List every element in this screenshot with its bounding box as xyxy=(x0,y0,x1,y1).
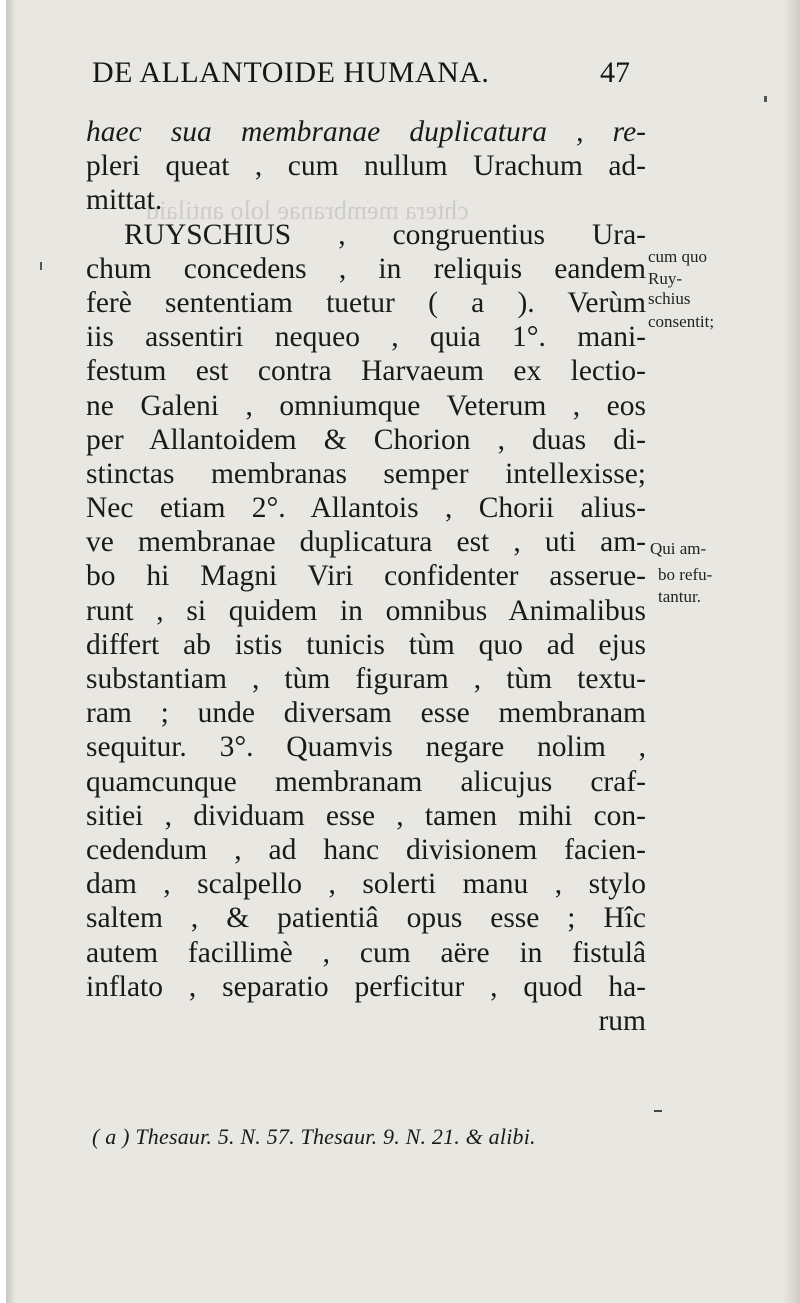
catchword: rum xyxy=(598,1004,646,1037)
show-through: chtera membranae lolo antilaid xyxy=(146,196,469,225)
marginal-note-line: consentit; xyxy=(648,312,715,331)
text-line: ne Galeni , omniumque Veterum , eos xyxy=(86,389,646,422)
text-line: RUYSCHIUS , congruentius Ura- xyxy=(124,218,646,251)
text-line: dam , scalpello , solerti manu , stylo xyxy=(86,868,646,901)
footnote: ( a ) Thesaur. 5. N. 57. Thesaur. 9. N. 21. & alibi. xyxy=(92,1124,536,1149)
marginal-note-line: bo refu- xyxy=(658,565,713,584)
text-line: mittat. xyxy=(86,184,163,217)
text-line: pleri queat , cum nullum Urachum ad- xyxy=(86,150,646,183)
text-line: differt ab istis tunicis tùm quo ad ejus xyxy=(86,628,646,661)
marginal-note-line: schius xyxy=(648,289,691,308)
body-text xyxy=(86,115,646,1038)
text-line: bo hi Magni Viri confidenter asserue- xyxy=(86,560,646,593)
ink-speck xyxy=(654,1110,662,1112)
text-line: iis assentiri nequeo , quia 1°. mani- xyxy=(86,321,646,354)
ink-speck xyxy=(764,96,767,102)
text-line: saltem , & patientiâ opus esse ; Hîc xyxy=(86,902,646,935)
text-line: autem facillimè , cum aëre in fistulâ xyxy=(86,936,646,969)
page-edge-shadow xyxy=(784,0,800,1303)
text-line: Nec etiam 2°. Allantois , Chorii alius- xyxy=(86,492,646,525)
book-page xyxy=(6,0,800,1303)
text-line: festum est contra Harvaeum ex lectio- xyxy=(86,355,646,388)
marginal-note-line: Qui am- xyxy=(650,539,707,558)
text-line: inflato , separatio perficitur , quod ha- xyxy=(86,970,646,1003)
text-line: haec sua membranae duplicatura , re- xyxy=(86,116,646,148)
page-gutter-shadow xyxy=(6,0,16,1303)
text-line: quamcunque membranam alicujus craf- xyxy=(86,765,646,798)
text-line: sitiei , dividuam esse , tamen mihi con- xyxy=(86,799,646,832)
text-line: ram ; unde diversam esse membranam xyxy=(86,697,646,730)
text-line: sequitur. 3°. Quamvis negare nolim , xyxy=(86,731,646,764)
text-line: cedendum , ad hanc divisionem facien- xyxy=(86,833,646,866)
ink-speck xyxy=(40,262,42,270)
text-line: substantiam , tùm figuram , tùm textu- xyxy=(86,663,646,695)
text-line: stinctas membranas semper intellexisse; xyxy=(86,457,646,490)
marginal-note-line: tantur. xyxy=(658,587,701,606)
text-line: runt , si quidem in omnibus Animalibus xyxy=(86,594,646,627)
page-number: 47 xyxy=(600,56,630,89)
text-line: per Allantoidem & Chorion , duas di- xyxy=(86,423,646,456)
page-title: DE ALLANTOIDE HUMANA. xyxy=(92,56,490,89)
text-line: ve membranae duplicatura est , uti am- xyxy=(86,526,646,559)
text-line: ferè sententiam tuetur ( a ). Verùm xyxy=(86,286,646,319)
marginal-note-line: cum quo xyxy=(648,247,708,266)
text-line: chum concedens , in reliquis eandem xyxy=(86,252,646,285)
running-head xyxy=(92,56,652,96)
marginal-note-line: Ruy- xyxy=(648,269,682,288)
